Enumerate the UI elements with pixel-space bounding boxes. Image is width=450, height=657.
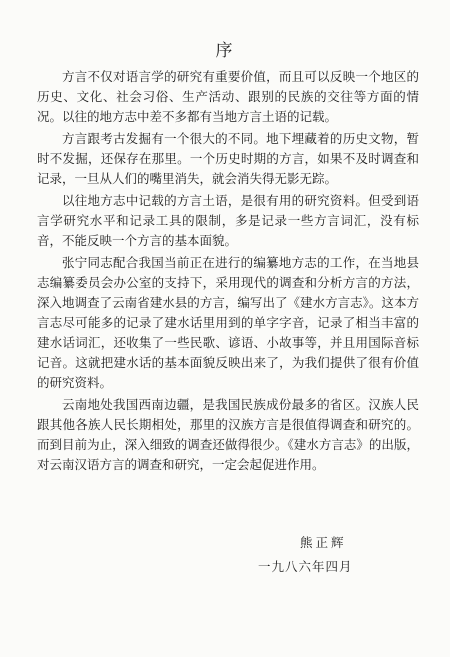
author-signature: 熊正辉 bbox=[300, 535, 347, 550]
paragraph: 以往地方志中记载的方言土语，是很有用的研究资料。但受到语言学研究水平和记录工具的限制，多是记录一些方言词汇，没有标音，不能反映一个方言的基本面貌。 bbox=[37, 193, 419, 248]
date-line: 一九八六年四月 bbox=[258, 559, 353, 574]
paragraph: 方言不仅对语言学的研究有重要价值，而且可以反映一个地区的历史、文化、社会习俗、生产活动、跟别的民族的交往等方面的情况。以往的地方志中差不多都有当地方言土语的记载。 bbox=[37, 69, 419, 124]
paragraph: 云南地处我国西南边疆，是我国民族成份最多的省区。汉族人民跟其他各族人民长期相处，那里的汉族方言是很值得调查和研究的。而到目前为止，深入细致的调查还做得很少。《建水方言志》的出版，对云南汉语方言的调查和研究，一定会起促进作用。 bbox=[37, 397, 419, 472]
paragraph: 方言跟考古发掘有一个很大的不同。地下埋藏着的历史文物，暂时不发掘，还保存在那里。一个历史时期的方言，如果不及时调查和记录，一旦从人们的嘴里消失，就会消失得无影无踪。 bbox=[37, 131, 419, 186]
paragraph: 张宁同志配合我国当前正在进行的编纂地方志的工作，在当地县志编纂委员会办公室的支持下，采用现代的调查和分析方言的方法，深入地调查了云南省建水县的方言，编写出了《建水方言志》。这本方言志尽可能多的记录了建水话里用到的单字字音，记录了相当丰富的建水话词汇，还收集了一些民歌、谚语、小故事等，并且用国际音标记音。这就把建水话的基本面貌反映出来了，为我们提供了很有价值的研究资料。 bbox=[37, 255, 419, 390]
page-title: 序 bbox=[215, 41, 235, 61]
preface-body bbox=[37, 67, 419, 477]
